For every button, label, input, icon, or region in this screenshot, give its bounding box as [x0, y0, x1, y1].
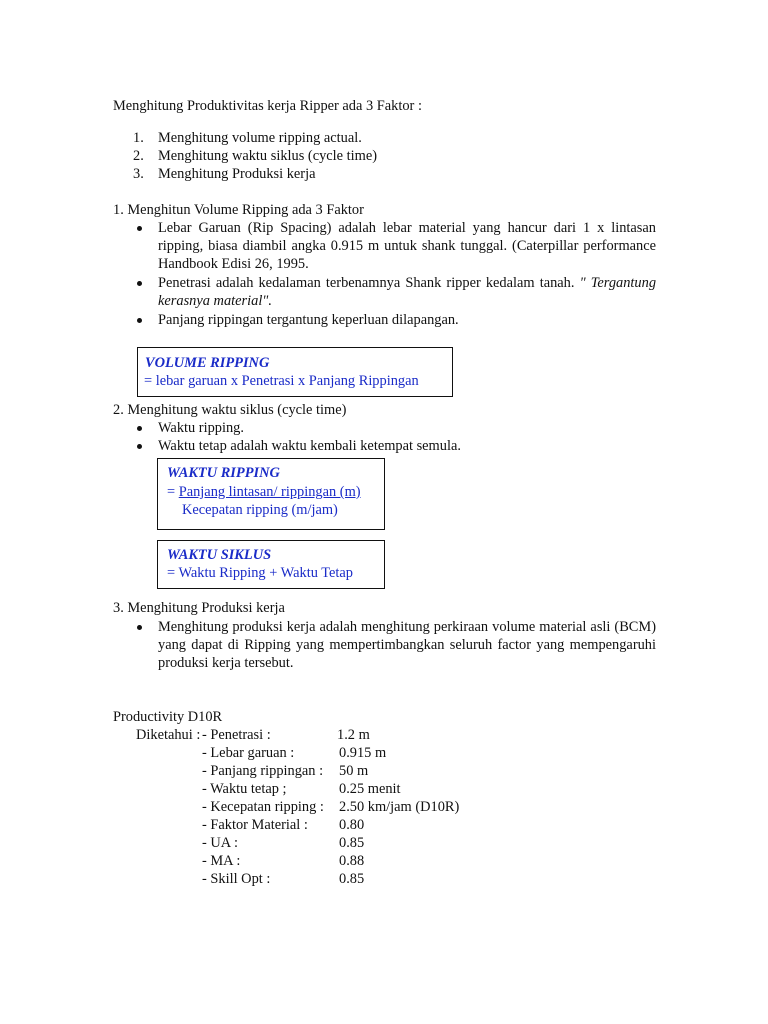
penetrasi-quote: " Tergantung kerasnya material".: [158, 275, 657, 309]
param-label-faktor-material: - Faktor Material :: [202, 817, 308, 833]
penetrasi-text: Penetrasi adalah kedalaman terbenamnya Shank ripper kedalam tanah.: [158, 275, 575, 291]
bullet-icon: [137, 426, 142, 431]
section1-bullet-penetrasi: [158, 274, 656, 310]
factor-item: Menghitung Produksi kerja: [158, 166, 316, 182]
waktu-siklus-formula-box: [157, 540, 385, 589]
factor-item: Menghitung volume ripping actual.: [158, 130, 362, 146]
waktu-ripping-numerator: Panjang lintasan/ rippingan (m): [178, 484, 361, 500]
volume-ripping-title: VOLUME RIPPING: [145, 355, 270, 371]
param-label-ma: - MA :: [202, 853, 241, 869]
waktu-ripping-formula-box: [157, 458, 385, 530]
section3-heading: 3. Menghitung Produksi kerja: [113, 600, 285, 616]
waktu-ripping-title: WAKTU RIPPING: [167, 465, 280, 481]
param-label-waktu-tetap: - Waktu tetap ;: [202, 781, 287, 797]
bullet-icon: [137, 318, 142, 323]
param-label-ua: - UA :: [202, 835, 238, 851]
section3-bullet-produksi: Menghitung produksi kerja adalah menghitung perkiraan volume material asli (BCM) yang dapat di Ripping yang mempertimbangkan seluruh factor yang mempengaruhi produksi kerja tersebut.: [158, 619, 656, 671]
waktu-siklus-formula: = Waktu Ripping + Waktu Tetap: [167, 565, 353, 581]
volume-ripping-formula: = lebar garuan x Penetrasi x Panjang Rippingan: [144, 373, 419, 389]
param-label-skill-opt: - Skill Opt :: [202, 871, 271, 887]
intro-heading: Menghitung Produktivitas kerja Ripper ada 3 Faktor :: [113, 98, 422, 114]
param-value-kecepatan-ripping: 2.50 km/jam (D10R): [339, 799, 460, 815]
param-value-waktu-tetap: 0.25 menit: [339, 781, 401, 797]
param-value-skill-opt: 0.85: [339, 871, 365, 887]
bullet-icon: [137, 625, 142, 630]
section1-bullet-lebar-garuan: Lebar Garuan (Rip Spacing) adalah lebar material yang hancur dari 1 x lintasan ripping, biasa diambil angka 0.915 m untuk shank tunggal. (Caterpillar performance Handbook Edisi 26, 1995.: [158, 220, 656, 272]
section2-heading: 2. Menghitung waktu siklus (cycle time): [113, 402, 347, 418]
param-value-penetrasi: 1.2 m: [337, 727, 370, 743]
bullet-icon: [137, 226, 142, 231]
param-value-ua: 0.85: [339, 835, 365, 851]
param-label-panjang-rippingan: - Panjang rippingan :: [202, 763, 324, 779]
section1-bullet-panjang: Panjang rippingan tergantung keperluan dilapangan.: [158, 312, 459, 328]
factor-item: Menghitung waktu siklus (cycle time): [158, 148, 378, 164]
volume-ripping-formula-box: [137, 347, 453, 397]
known-label: Diketahui :: [136, 727, 201, 743]
factor-number: 2.: [133, 148, 144, 164]
section2-bullet-waktu-ripping: Waktu ripping.: [158, 420, 244, 436]
factor-number: 3.: [133, 166, 144, 182]
param-value-lebar-garuan: 0.915 m: [339, 745, 387, 761]
waktu-ripping-numerator-line: [167, 483, 361, 501]
param-value-faktor-material: 0.80: [339, 817, 365, 833]
param-label-kecepatan-ripping: - Kecepatan ripping :: [202, 799, 324, 815]
section1-heading: 1. Menghitun Volume Ripping ada 3 Faktor: [113, 202, 364, 218]
factor-number: 1.: [133, 130, 144, 146]
waktu-siklus-title: WAKTU SIKLUS: [167, 547, 272, 563]
param-value-panjang-rippingan: 50 m: [339, 763, 369, 779]
bullet-icon: [137, 444, 142, 449]
param-label-lebar-garuan: - Lebar garuan :: [202, 745, 295, 761]
waktu-ripping-denominator: Kecepatan ripping (m/jam): [182, 502, 338, 518]
equals-sign: =: [167, 484, 179, 500]
param-label-penetrasi: - Penetrasi :: [202, 727, 271, 743]
param-value-ma: 0.88: [339, 853, 365, 869]
section2-bullet-waktu-tetap: Waktu tetap adalah waktu kembali ketempat semula.: [158, 438, 461, 454]
bullet-icon: [137, 281, 142, 286]
productivity-title: Productivity D10R: [113, 709, 223, 725]
